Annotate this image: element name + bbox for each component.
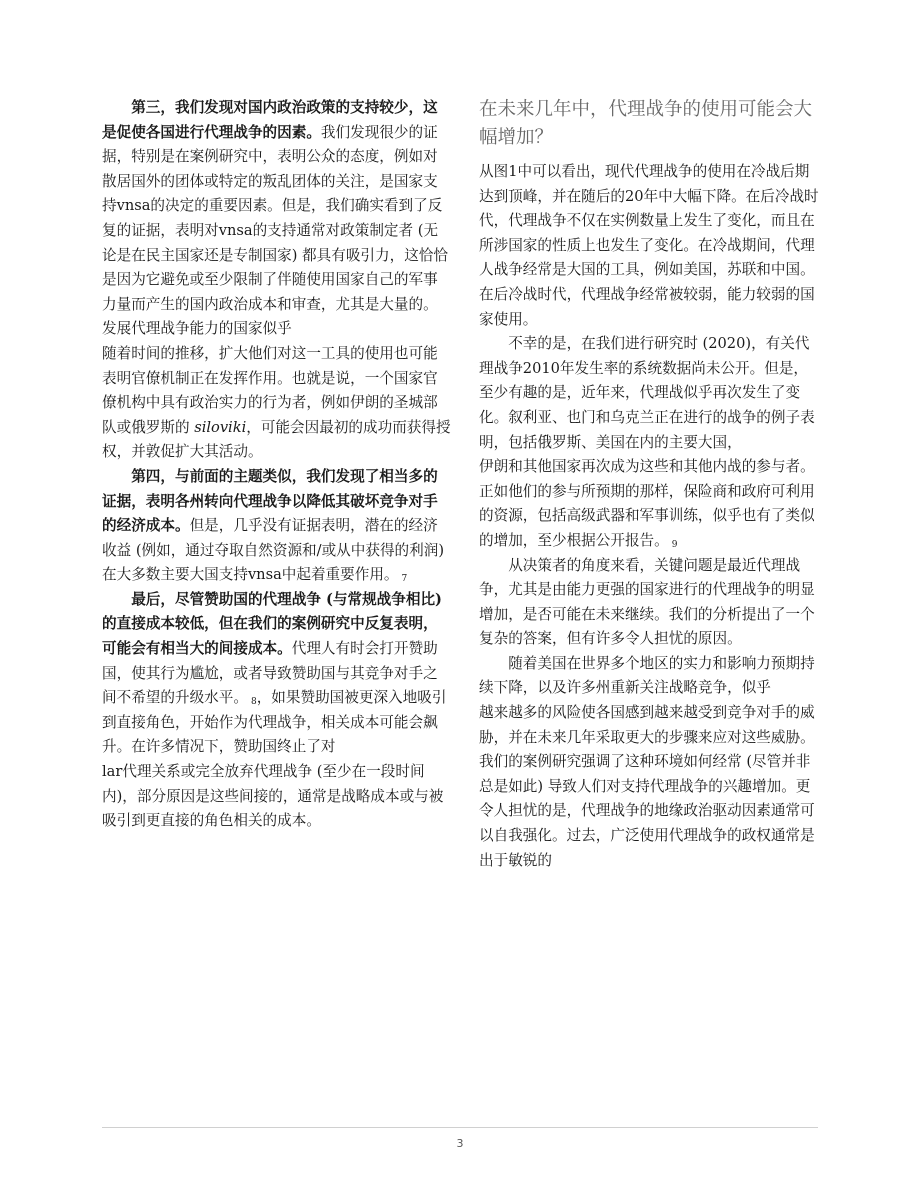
paragraph-text: 我们发现很少的证据，特别是在案例研究中，表明公众的态度，例如对散居国外的团体或特定的叛乱团体的关注，是国家支持vnsa的决定的重要因素。但是，我们确实看到了反复的证据，表明对vnsa的支持通常对政策制定者 (无论是在民主国家还是专制国家) 都具有吸引力，这恰恰是因为它避免或至少限制了伴随使用国家自己的军事力量而产生的国内政治成本和审查，尤其是大量的。发展代理战争能力的国家似乎	[102, 123, 448, 338]
finding-three-heading: 第三，我们发现对国内政治政策的支持较少，这是促使各国进行代理战争的因素。	[102, 99, 438, 141]
siloviki-term: siloviki	[194, 418, 247, 436]
paragraph-economic-costs: 第四，与前面的主题类似，我们发现了相当多的证据，表明各州转向代理战争以降低其破坏竞争对手的经济成本。但是，几乎没有证据表明，潜在的经济收益 (例如，通过夺取自然资源和/或从中获得的利润) 在大多数主要大国支持vnsa中起着重要作用。 $^7$	[102, 467, 445, 585]
footnote-ref-8[interactable]: 8	[250, 697, 257, 708]
paragraph-policymaker-view: 从决策者的角度来看，关键问题是最近代理战争，尤其是由能力更强的国家进行的代理战争的明显增加，是否可能在未来继续。我们的分析提出了一个复杂的答案，但有许多令人担忧的原因。	[479, 556, 815, 648]
footnote-ref-9[interactable]: 9	[671, 539, 678, 550]
right-column	[479, 96, 819, 873]
footnote-ref-7[interactable]: 7	[401, 574, 408, 585]
paragraph-continuation: lar代理关系或完全放弃代理战争 (至少在一段时间内)，部分原因是这些间接的，通常是战略成本或与被吸引到更直接的角色相关的成本。	[102, 763, 444, 830]
finding-five-heading: 最后，尽管赞助国的代理战争 (与常规战争相比) 的直接成本较低，但在我们的案例研究中反复表明，可能会有相当大的间接成本。	[102, 590, 442, 658]
paragraph-data-unavailable: 不幸的是，在我们进行研究时 (2020)，有关代理战争2010年发生率的系统数据尚未公开。但是，至少有趣的是，近年来，代理战似乎再次发生了变化。叙利亚、也门和乌克兰正在进行的战争的例子表明，包括俄罗斯、美国在内的主要大国，	[479, 335, 815, 451]
paragraph-indirect-costs: 最后，尽管赞助国的代理战争 (与常规战争相比) 的直接成本较低，但在我们的案例研究中反复表明，可能会有相当大的间接成本。代理人有时会打开赞助国，使其行为尴尬，或者导致赞助国与其竞争对手之间不希望的升级水平。 $^8$，如果赞助国被更深入地吸引到直接角色，开始作为代理战争，相关成本可能会飙升。在许多情况下，赞助国终止了对	[102, 590, 447, 756]
section-heading: 在未来几年中，代理战争的使用可能会大幅增加？	[479, 99, 813, 148]
paragraph-us-decline: 随着美国在世界多个地区的实力和影响力预期持续下降，以及许多州重新关注战略竞争，似乎	[479, 654, 815, 697]
paragraph-domestic-politics	[102, 96, 452, 342]
paragraph-bureaucracy: 随着时间的推移，扩大他们对这一工具的使用也可能表明官僚机制正在发挥作用。也就是说，一个国家官僚机构中具有政治实力的行为者，例如伊朗的圣城部队或俄罗斯的 siloviki，可能会因最初的成功而获得授权，并敦促扩大其活动。	[102, 344, 451, 461]
paragraph-participants: 伊朗和其他国家再次成为这些和其他内战的参与者。正如他们的参与所预期的那样，保险商和政府可利用的资源，包括高级武器和军事训练，似乎也有了类似的增加，至少根据公开报告。 $^9$	[479, 458, 815, 550]
paragraph-risk-increase: 越来越多的风险使各国感到越来越受到竞争对手的威胁，并在未来几年采取更大的步骤来应对这些威胁。我们的案例研究强调了这种环境如何经常 (尽管并非总是如此) 导致人们对支持代理战争的兴趣增加。更令人担忧的是，代理战争的地缘政治驱动因素通常可以自我强化。过去，广泛使用代理战争的政权通常是出于敏锐的	[479, 704, 815, 869]
page-number: 3	[456, 1137, 464, 1150]
paragraph-cold-war: 从图1中可以看出，现代代理战争的使用在冷战后期达到顶峰，并在随后的20年中大幅下降。在后冷战时代，代理战争不仅在实例数量上发生了变化，而且在所涉国家的性质上也发生了变化。在冷战期间，代理人战争经常是大国的工具，例如美国，苏联和中国。在后冷战时代，代理战争经常被较弱，能力较弱的国家使用。	[479, 163, 819, 328]
footer-divider	[102, 1127, 818, 1128]
left-column	[102, 96, 452, 834]
finding-four-heading: 第四，与前面的主题类似，我们发现了相当多的证据，表明各州转向代理战争以降低其破坏竞争对手的经济成本。	[102, 467, 438, 535]
